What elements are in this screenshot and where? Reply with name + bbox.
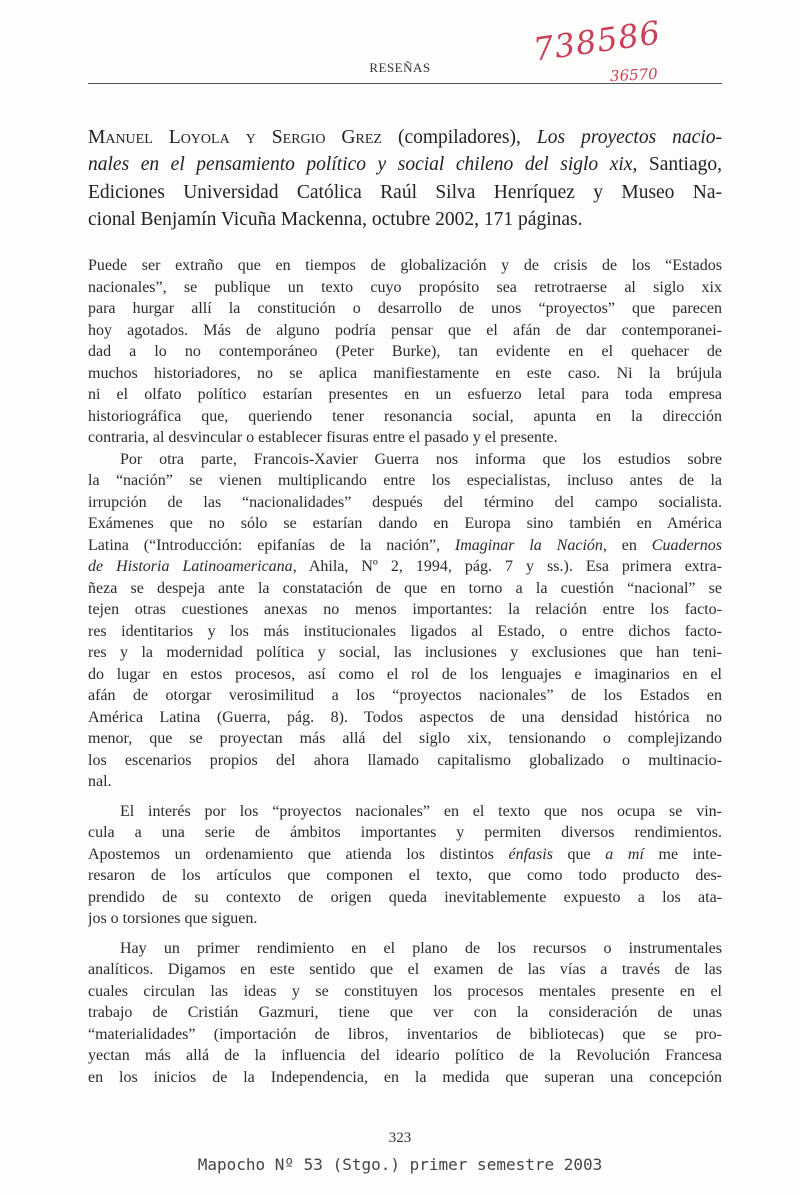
body-line: jos o torsiones que siguen. — [88, 910, 258, 927]
ref-text: , Ahila, Nº 2, 1994, pág. 7 y ss.). Esa primera extra- — [292, 558, 722, 575]
body-line: cuales circulan las ideas y se constituyen los procesos mentales presente en el — [88, 982, 722, 1000]
citation-line — [88, 124, 722, 151]
citation-authors: Manuel Loyola y Sergio Grez — [88, 127, 382, 148]
body-line: “materialidades” (importación de libros, inventarios de bibliotecas) que se pro- — [88, 1025, 722, 1043]
citation-line — [88, 151, 722, 178]
body-line: res y la modernidad política y social, las inclusiones y exclusiones que han teni- — [88, 644, 722, 661]
body-line: menor, que se proyectan más allá del siglo xix, tensionando o complejizando — [88, 730, 722, 747]
body-line: Exámenes que no sólo se estarían dando en Europa sino también en América — [88, 515, 722, 532]
body-line: historiográfica que, queriendo tener resonancia social, apunta en la dirección — [88, 407, 722, 425]
body-line: tejen otras cuestiones anexas no menos importantes: la relación entre los facto- — [88, 601, 722, 618]
citation-line: Ediciones Universidad Católica Raúl Silva Henríquez y Museo Na- — [88, 181, 722, 203]
emph-text: me inte- — [643, 845, 722, 863]
body-line: yectan más allá de la influencia del ideario político de la Revolución Francesa — [88, 1047, 722, 1064]
paragraph-gap — [88, 930, 722, 938]
citation-title-part2: nales en el pensamiento político y social chileno del siglo xix — [88, 154, 633, 176]
emph-word: énfasis — [508, 845, 553, 863]
body-line: afán de otorgar verosimilitud a los “proyectos nacionales” de los Estados en — [88, 687, 722, 704]
body-line: cula a una serie de ámbitos importantes y permiten diversos rendimientos. — [88, 824, 722, 841]
emph-text: Apostemos un ordenamiento que atienda los distintos — [88, 845, 509, 863]
body-line: do lugar en estos procesos, así como el rol de los lenguajes e imaginarios en el — [88, 665, 722, 683]
citation-line: cional Benjamín Vicuña Mackenna, octubre 2002, 171 páginas. — [88, 208, 583, 230]
body-line: contraria, al desvincular o establecer fisuras entre el pasado y el presente. — [88, 429, 558, 446]
body-line — [88, 535, 722, 557]
journal-stamp: Mapocho Nº 53 (Stgo.) primer semestre 2003 — [197, 1155, 603, 1174]
section-header: RESEÑAS — [369, 60, 431, 75]
body-line: América Latina (Guerra, pág. 8). Todos aspectos de una densidad histórica no — [88, 708, 722, 726]
page-number: 323 — [388, 1130, 412, 1146]
body-line: hoy agotados. Más de alguno podría pensar que el afán de dar contemporanei- — [88, 321, 722, 339]
body-line: nal. — [88, 773, 112, 790]
emph-text: que — [552, 845, 606, 863]
body-line: analíticos. Digamos en este sentido que el examen de las vías a través de las — [88, 961, 722, 978]
body-line: los escenarios propios del ahora llamado capitalismo globalizado o multinacio- — [88, 751, 722, 769]
ref-text: Latina (“Introducción: epifanías de la nación”, — [88, 536, 455, 554]
review-body — [88, 255, 722, 1088]
citation-title-part1: Los proyectos nacio- — [536, 127, 722, 148]
body-line: la “nación” se vienen multiplicando entre los especialistas, incluso antes de la — [88, 472, 722, 489]
body-line: Hay un primer rendimiento en el plano de los recursos o instrumentales — [120, 939, 722, 957]
body-line: prendido de su contexto de origen queda inevitablemente expuesto a los ata- — [88, 888, 722, 906]
body-line: ñeza se despeja ante la constatación de que en torno a la cuestión “nacional” se — [88, 579, 722, 597]
body-line: para hurgar allí la constitución o desarrollo de unos “proyectos” que parecen — [88, 300, 722, 317]
handwritten-number: 738586 — [530, 13, 664, 69]
body-line: Puede ser extraño que en tiempos de globalización y de crisis de los “Estados — [88, 257, 722, 274]
body-line — [88, 556, 722, 578]
body-line: nacionales”, se publique un texto cuyo propósito sea retrotraerse al siglo xix — [88, 278, 722, 296]
body-line: El interés por los “proyectos nacionales” en el texto que nos ocupa se vin- — [120, 802, 722, 820]
ref-journal: de Historia Latinoamericana — [88, 558, 293, 575]
body-line: en los inicios de la Independencia, en la medida que superan una concepción — [88, 1068, 722, 1086]
book-citation — [88, 124, 722, 233]
body-line: trabajo de Cristián Gazmuri, tiene que ver con la consideración de unas — [88, 1004, 722, 1021]
emph-word: a mí — [605, 845, 644, 863]
paragraph-gap — [88, 793, 722, 801]
body-line — [88, 844, 722, 866]
handwritten-code: 36570 — [609, 64, 659, 86]
body-line: dad a lo no contemporáneo (Peter Burke), tan evidente en el quehacer de — [88, 343, 722, 360]
body-line: ni el olfato político estarían presentes en un esfuerzo letal para toda empresa — [88, 386, 722, 403]
body-line: res identitarios y los más institucionales ligados al Estado, o entre dichos facto- — [88, 622, 722, 640]
body-line: Por otra parte, Francois-Xavier Guerra nos informa que los estudios sobre — [120, 450, 722, 468]
ref-text: , en — [602, 536, 652, 554]
citation-role: (compiladores), — [381, 127, 537, 148]
body-line: resaron de los artículos que componen el texto, que como todo producto des- — [88, 867, 722, 884]
body-line: irrupción de las “nacionalidades” después del término del campo socialista. — [88, 493, 722, 511]
citation-place: , Santiago, — [632, 154, 722, 176]
body-line: muchos historiadores, no se aplica manifiestamente en este caso. Ni la brújula — [88, 364, 722, 382]
ref-journal: Cuadernos — [651, 536, 722, 554]
ref-title: Imaginar la Nación — [454, 536, 603, 554]
